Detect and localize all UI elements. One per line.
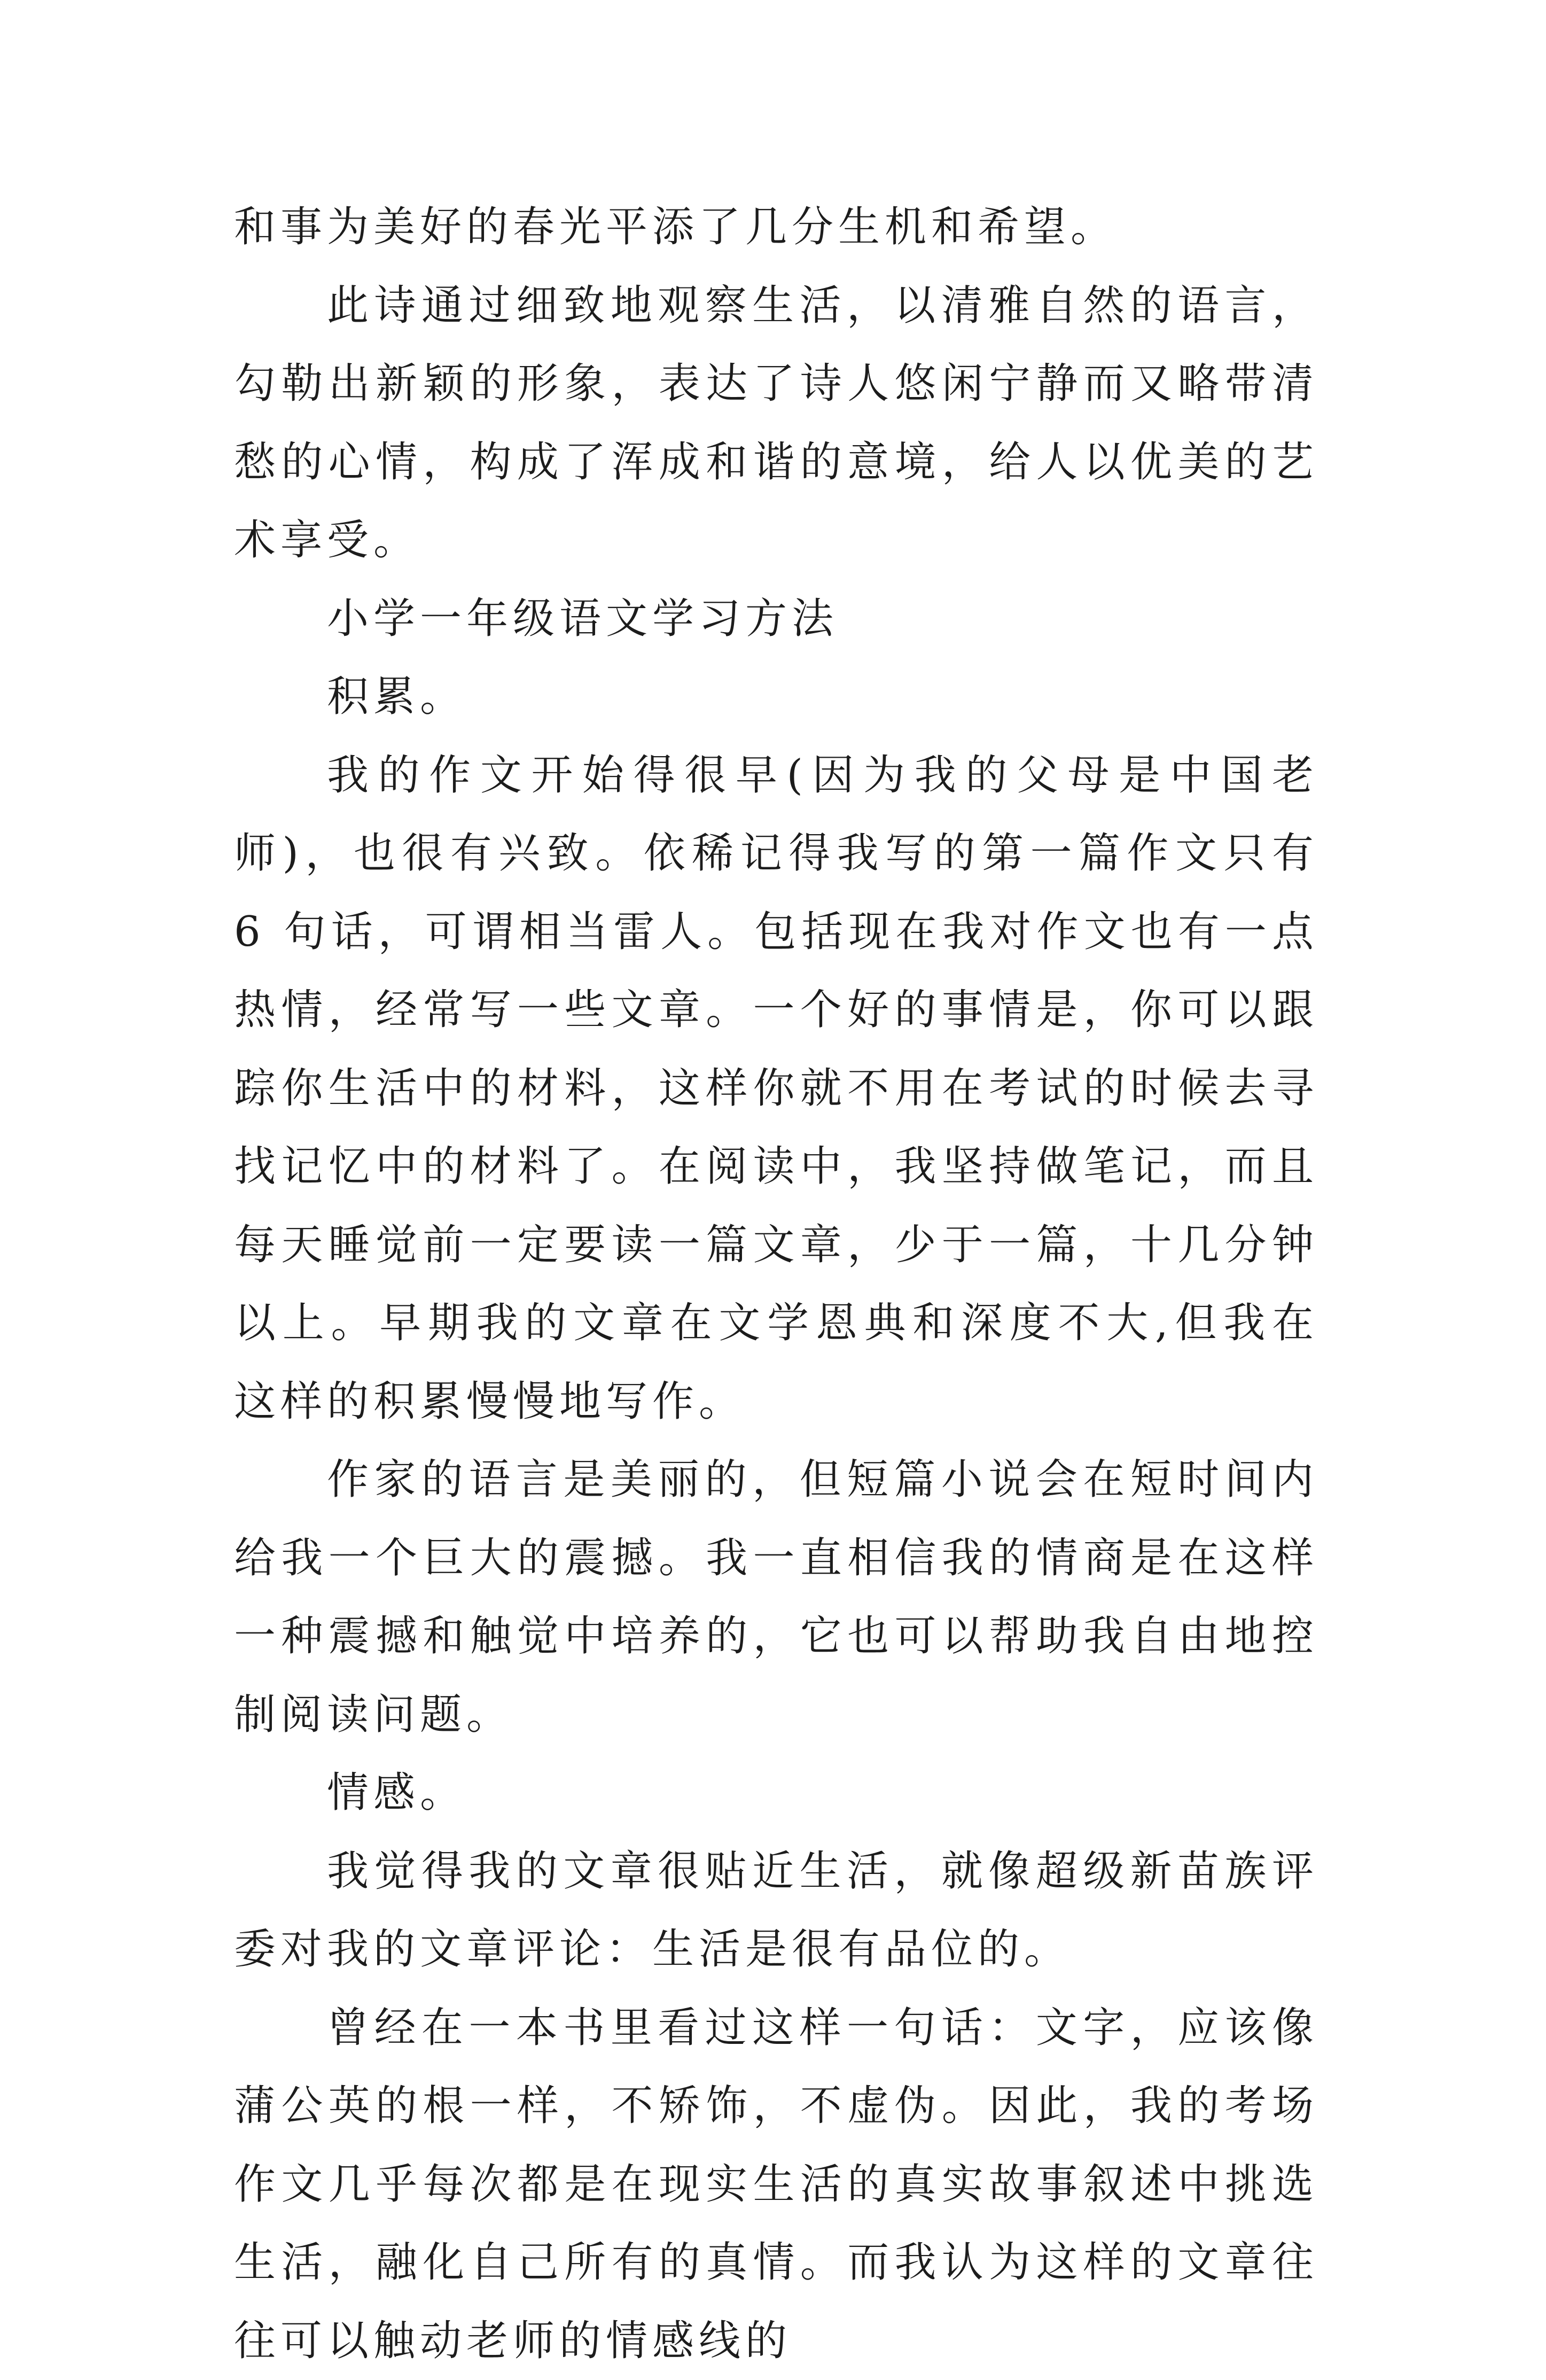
subheading-accumulation: 积累。 [234,658,1318,736]
section-heading: 小学一年级语文学习方法 [234,580,1318,658]
paragraph-writer-language: 作家的语言是美丽的，但短篇小说会在短时间内给我一个巨大的震撼。我一直相信我的情商是在这样一种震撼和触觉中培养的，它也可以帮助我自由地控制阅读问题。 [234,1441,1318,1754]
document-body [234,188,1318,2380]
paragraph-writing-experience: 我的作文开始得很早(因为我的父母是中国老师)，也很有兴致。依稀记得我写的第一篇作文只有 6 句话，可谓相当雷人。包括现在我对作文也有一点热情，经常写一些文章。一个好的事情是，你可以跟踪你生活中的材料，这样你就不用在考试的时候去寻找记忆中的材料了。在阅读中，我坚持做笔记，而且每天睡觉前一定要读一篇文章，少于一篇，十几分钟以上。早期我的文章在文学恩典和深度不大,但我在这样的积累慢慢地写作。 [234,736,1318,1441]
subheading-emotion: 情感。 [234,1754,1318,1832]
paragraph-continuation: 和事为美好的春光平添了几分生机和希望。 [234,188,1318,267]
paragraph-close-to-life: 我觉得我的文章很贴近生活，就像超级新苗族评委对我的文章评论：生活是很有品位的。 [234,1832,1318,1989]
paragraph-dandelion-quote: 曾经在一本书里看过这样一句话：文字，应该像蒲公英的根一样，不矫饰，不虚伪。因此，我的考场作文几乎每次都是在现实生活的真实故事叙述中挑选生活，融化自己所有的真情。而我认为这样的文章往往可以触动老师的情感线的 [234,1989,1318,2380]
paragraph-poem-analysis: 此诗通过细致地观察生活，以清雅自然的语言，勾勒出新颖的形象，表达了诗人悠闲宁静而又略带清愁的心情，构成了浑成和谐的意境，给人以优美的艺术享受。 [234,267,1318,580]
